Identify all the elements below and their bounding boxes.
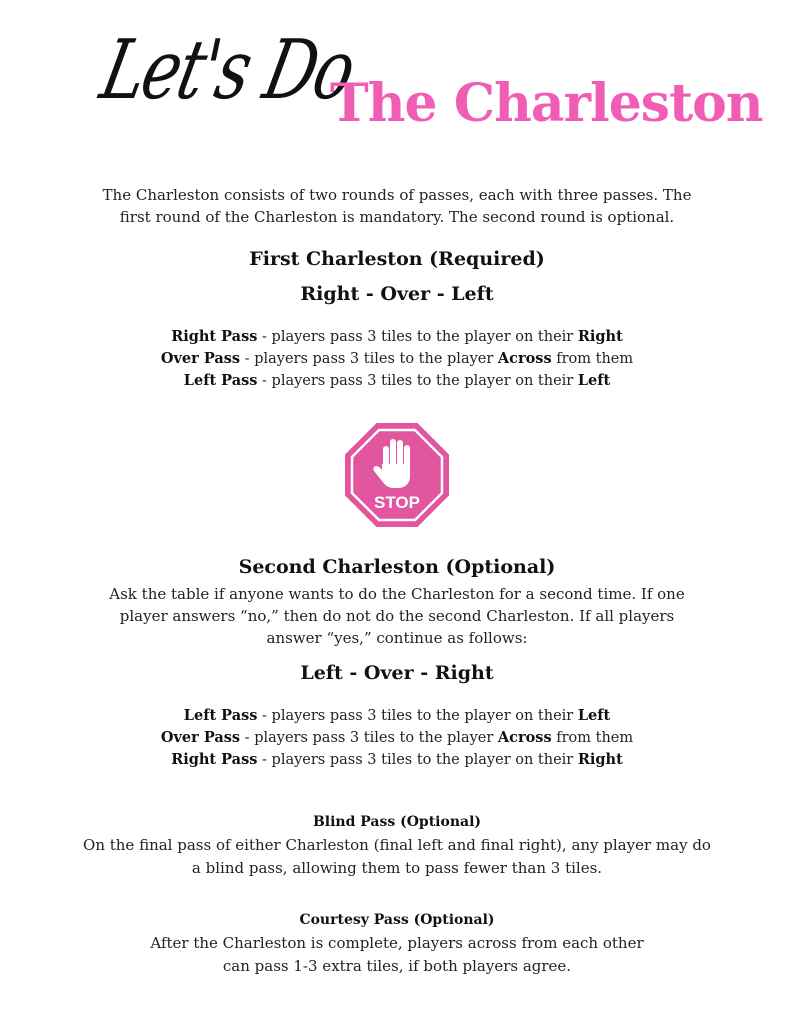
pass-name: Over Pass xyxy=(160,350,241,367)
pass-text: - players pass 3 tiles to the player on their xyxy=(257,373,578,389)
pass-name: Right Pass xyxy=(171,751,258,768)
second-charleston-sequence: Left - Over - Right xyxy=(300,662,494,684)
intro-line: The Charleston consists of two rounds of passes, each with three passes. The xyxy=(102,186,692,204)
desc-line: answer “yes,” continue as follows: xyxy=(266,629,528,647)
stop-label: STOP xyxy=(374,493,420,512)
pass-line xyxy=(0,705,794,727)
pass-text: - players pass 3 tiles to the player on their xyxy=(257,708,578,724)
pass-direction: Right xyxy=(577,751,623,768)
pass-name: Over Pass xyxy=(160,729,241,746)
pass-text: - players pass 3 tiles to the player on their xyxy=(257,752,578,768)
first-charleston-heading: First Charleston (Required) xyxy=(249,248,545,270)
pass-tail: from them xyxy=(551,351,634,367)
desc-line: can pass 1-3 extra tiles, if both players agree. xyxy=(222,957,572,975)
pass-tail: from them xyxy=(551,730,634,746)
desc-line: Ask the table if anyone wants to do the Charleston for a second time. If one xyxy=(109,585,685,603)
first-charleston-sequence: Right - Over - Left xyxy=(300,283,494,305)
second-charleston-description xyxy=(0,583,794,649)
pass-text: - players pass 3 tiles to the player xyxy=(240,351,498,367)
courtesy-pass-description xyxy=(0,932,794,978)
pass-direction: Across xyxy=(497,729,552,746)
pass-text: - players pass 3 tiles to the player xyxy=(240,730,498,746)
pass-direction: Right xyxy=(577,328,623,345)
second-pass-list xyxy=(0,705,794,771)
desc-line: On the final pass of either Charleston (final left and final right), any player may do xyxy=(83,836,711,854)
script-title: Let's Do xyxy=(93,23,362,118)
courtesy-pass-heading: Courtesy Pass (Optional) xyxy=(299,912,495,928)
pass-line xyxy=(0,727,794,749)
intro-line: first round of the Charleston is mandatory. The second round is optional. xyxy=(119,208,675,226)
pass-text: - players pass 3 tiles to the player on their xyxy=(257,329,578,345)
second-charleston-heading: Second Charleston (Optional) xyxy=(238,556,556,578)
pass-line xyxy=(0,348,794,370)
desc-line: player answers “no,” then do not do the second Charleston. If all players xyxy=(119,607,675,625)
pass-name: Right Pass xyxy=(171,328,258,345)
pass-direction: Across xyxy=(497,350,552,367)
intro-paragraph xyxy=(0,184,794,228)
pass-line xyxy=(0,326,794,348)
desc-line: After the Charleston is complete, players across from each other xyxy=(150,934,644,952)
blind-pass-description xyxy=(0,834,794,880)
main-title: The Charleston xyxy=(330,73,763,134)
stop-sign-icon xyxy=(344,422,450,528)
blind-pass-heading: Blind Pass (Optional) xyxy=(312,814,482,830)
first-pass-list xyxy=(0,326,794,392)
pass-direction: Left xyxy=(577,707,611,724)
desc-line: a blind pass, allowing them to pass fewer than 3 tiles. xyxy=(191,859,603,877)
pass-name: Left Pass xyxy=(183,707,258,724)
pass-direction: Left xyxy=(577,372,611,389)
pass-line xyxy=(0,370,794,392)
pass-line xyxy=(0,749,794,771)
pass-name: Left Pass xyxy=(183,372,258,389)
